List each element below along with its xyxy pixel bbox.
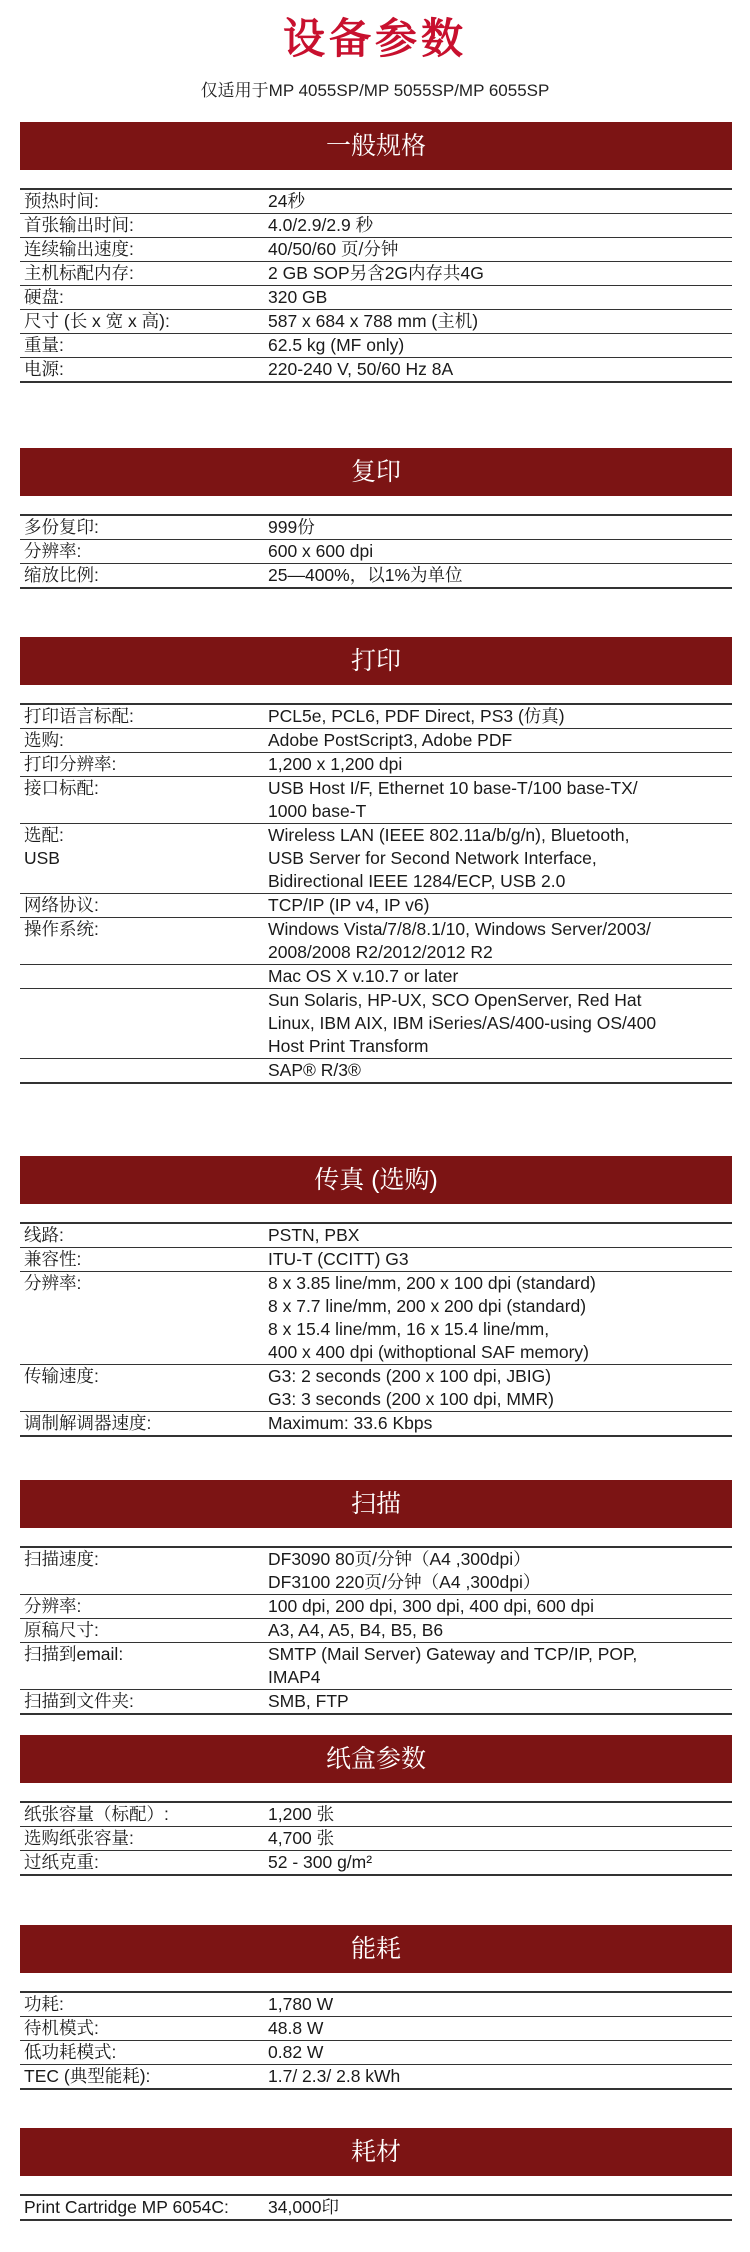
spec-label: 选购纸张容量: [24, 1828, 134, 1848]
spec-table [20, 514, 732, 589]
spec-row [20, 753, 732, 777]
spec-label [20, 965, 268, 988]
spec-value: 8 x 3.85 line/mm, 200 x 100 dpi (standard) 8 x 7.7 line/mm, 200 x 200 dpi (standard) 8 x 15.4 line/mm, 16 x 15.4 line/mm, 400 x 400 dpi (withoptional SAF memory) [268, 1273, 596, 1362]
spec-value: 220-240 V, 50/60 Hz 8A [268, 359, 454, 379]
spec-label: 多份复印: [24, 517, 99, 537]
spec-label: 网络协议: [24, 895, 99, 915]
spec-label: 电源: [24, 359, 64, 379]
spec-table [20, 1801, 732, 1876]
spec-label: 待机模式: [24, 2018, 99, 2038]
spec-value: 40/50/60 页/分钟 [268, 239, 399, 259]
spec-label: 扫描速度: [24, 1549, 99, 1569]
spec-value: 48.8 W [268, 2018, 324, 2038]
spec-row [20, 1248, 732, 1272]
spec-label: 分辨率: [24, 1596, 82, 1616]
spec-row [20, 2041, 732, 2065]
spec-value: Sun Solaris, HP-UX, SCO OpenServer, Red Hat Linux, IBM AIX, IBM iSeries/AS/400-using OS/400 Host Print Transform [268, 990, 657, 1056]
spec-label: 纸张容量（标配）: [24, 1804, 169, 1824]
spec-label: 缩放比例: [24, 565, 99, 585]
spec-value: 0.82 W [268, 2042, 324, 2062]
spec-row [20, 1595, 732, 1619]
spec-label: 过纸克重: [24, 1852, 99, 1872]
spec-value: 4,700 张 [268, 1828, 335, 1848]
spec-row [20, 1643, 732, 1690]
spec-value: Wireless LAN (IEEE 802.11a/b/g/n), Bluetooth, USB Server for Second Network Interface, Bidirectional IEEE 1284/ECP, USB 2.0 [268, 825, 630, 891]
spec-value: A3, A4, A5, B4, B5, B6 [268, 1620, 444, 1640]
spec-value: 52 - 300 g/m² [268, 1852, 373, 1872]
spec-label [20, 989, 268, 1058]
section-heading: 打印 [20, 637, 732, 685]
spec-row [20, 564, 732, 589]
spec-table [20, 703, 732, 1084]
spec-label: 打印语言标配: [24, 706, 134, 726]
spec-label: 线路: [24, 1225, 64, 1245]
spec-row [20, 2065, 732, 2090]
spec-label: Print Cartridge MP 6054C: [24, 2197, 229, 2217]
spec-row [20, 540, 732, 564]
spec-value: 600 x 600 dpi [268, 541, 374, 561]
spec-label: 选购: [24, 730, 64, 750]
spec-value: 24秒 [268, 191, 305, 211]
spec-section [20, 2128, 732, 2221]
spec-label: 打印分辨率: [24, 754, 117, 774]
spec-value: Maximum: 33.6 Kbps [268, 1413, 433, 1433]
spec-value: ITU-T (CCITT) G3 [268, 1249, 409, 1269]
spec-row [20, 1224, 732, 1248]
spec-row [20, 1993, 732, 2017]
spec-label: 操作系统: [24, 919, 99, 939]
spec-value: 320 GB [268, 287, 328, 307]
spec-value: 2 GB SOP另含2G内存共4G [268, 263, 484, 283]
spec-section [20, 637, 732, 1084]
section-heading: 传真 (选购) [20, 1156, 732, 1204]
spec-row [20, 286, 732, 310]
spec-label: 扫描到email: [24, 1644, 124, 1664]
spec-row [20, 965, 732, 989]
spec-value: Mac OS X v.10.7 or later [268, 966, 459, 986]
spec-table [20, 2194, 732, 2221]
spec-value: 25—400%，以1%为单位 [268, 565, 463, 585]
spec-table [20, 1546, 732, 1715]
spec-row [20, 1803, 732, 1827]
spec-row [20, 894, 732, 918]
spec-section [20, 1480, 732, 1715]
spec-value: USB Host I/F, Ethernet 10 base-T/100 base-TX/ 1000 base-T [268, 778, 638, 821]
spec-row [20, 310, 732, 334]
spec-value: G3: 2 seconds (200 x 100 dpi, JBIG) G3: 3 seconds (200 x 100 dpi, MMR) [268, 1366, 554, 1409]
spec-label: 分辨率: [24, 1273, 82, 1293]
spec-row [20, 989, 732, 1059]
spec-label: 低功耗模式: [24, 2042, 117, 2062]
spec-row [20, 2017, 732, 2041]
spec-row [20, 777, 732, 824]
spec-section [20, 1156, 732, 1437]
spec-value: 4.0/2.9/2.9 秒 [268, 215, 374, 235]
spec-label: 功耗: [24, 1994, 64, 2014]
spec-value: SMB, FTP [268, 1691, 349, 1711]
spec-table [20, 1991, 732, 2090]
spec-section [20, 1735, 732, 1876]
spec-label: 兼容性: [24, 1249, 82, 1269]
spec-row [20, 358, 732, 383]
spec-value: DF3090 80页/分钟（A4 ,300dpi） DF3100 220页/分钟（A4 ,300dpi） [268, 1549, 541, 1592]
spec-row [20, 1827, 732, 1851]
spec-label [20, 1059, 268, 1082]
spec-row [20, 1272, 732, 1365]
spec-value: 62.5 kg (MF only) [268, 335, 405, 355]
spec-value: TCP/IP (IP v4, IP v6) [268, 895, 430, 915]
spec-row [20, 1365, 732, 1412]
page-subtitle: 仅适用于MP 4055SP/MP 5055SP/MP 6055SP [200, 81, 550, 100]
spec-value: 587 x 684 x 788 mm (主机) [268, 311, 479, 331]
spec-row [20, 729, 732, 753]
spec-section [20, 122, 732, 383]
spec-row [20, 238, 732, 262]
spec-label: TEC (典型能耗): [24, 2066, 151, 2086]
section-heading: 能耗 [20, 1925, 732, 1973]
spec-row [20, 705, 732, 729]
spec-label: 尺寸 (长 x 宽 x 高): [24, 311, 170, 331]
section-heading: 耗材 [20, 2128, 732, 2176]
spec-value: 1,200 x 1,200 dpi [268, 754, 403, 774]
spec-row [20, 190, 732, 214]
spec-value: 1,780 W [268, 1994, 334, 2014]
spec-label: 扫描到文件夹: [24, 1691, 134, 1711]
spec-label: 传输速度: [24, 1366, 99, 1386]
spec-row [20, 1619, 732, 1643]
spec-row [20, 214, 732, 238]
section-heading: 扫描 [20, 1480, 732, 1528]
spec-value: Adobe PostScript3, Adobe PDF [268, 730, 513, 750]
spec-value: 999份 [268, 517, 315, 537]
spec-row [20, 1851, 732, 1876]
spec-value: 1,200 张 [268, 1804, 335, 1824]
spec-row [20, 1059, 732, 1084]
spec-row [20, 1548, 732, 1595]
spec-value: PCL5e, PCL6, PDF Direct, PS3 (仿真) [268, 706, 565, 726]
spec-value: SAP® R/3® [268, 1060, 361, 1080]
spec-label: 主机标配内存: [24, 263, 134, 283]
spec-row [20, 1412, 732, 1437]
spec-value: 34,000印 [268, 2197, 340, 2217]
spec-row [20, 1690, 732, 1715]
spec-section [20, 448, 732, 589]
spec-label: 选配: USB [24, 825, 64, 868]
spec-label: 接口标配: [24, 778, 99, 798]
page-title: 设备参数 [282, 15, 467, 62]
spec-row [20, 262, 732, 286]
spec-label: 重量: [24, 335, 64, 355]
spec-row [20, 824, 732, 894]
spec-label: 首张输出时间: [24, 215, 134, 235]
spec-section [20, 1925, 732, 2090]
spec-value: 1.7/ 2.3/ 2.8 kWh [268, 2066, 401, 2086]
spec-value: 100 dpi, 200 dpi, 300 dpi, 400 dpi, 600 dpi [268, 1596, 594, 1616]
spec-value: PSTN, PBX [268, 1225, 360, 1245]
spec-label: 分辨率: [24, 541, 82, 561]
spec-row [20, 516, 732, 540]
spec-row [20, 2196, 732, 2221]
spec-row [20, 334, 732, 358]
spec-label: 硬盘: [24, 287, 64, 307]
section-heading: 复印 [20, 448, 732, 496]
spec-label: 预热时间: [24, 191, 99, 211]
spec-label: 连续输出速度: [24, 239, 134, 259]
spec-table [20, 1222, 732, 1437]
spec-label: 调制解调器速度: [24, 1413, 152, 1433]
spec-table [20, 188, 732, 383]
spec-label: 原稿尺寸: [24, 1620, 99, 1640]
spec-value: Windows Vista/7/8/8.1/10, Windows Server/2003/ 2008/2008 R2/2012/2012 R2 [268, 919, 651, 962]
spec-row [20, 918, 732, 965]
spec-value: SMTP (Mail Server) Gateway and TCP/IP, POP, IMAP4 [268, 1644, 638, 1687]
section-heading: 纸盒参数 [20, 1735, 732, 1783]
section-heading: 一般规格 [20, 122, 732, 170]
